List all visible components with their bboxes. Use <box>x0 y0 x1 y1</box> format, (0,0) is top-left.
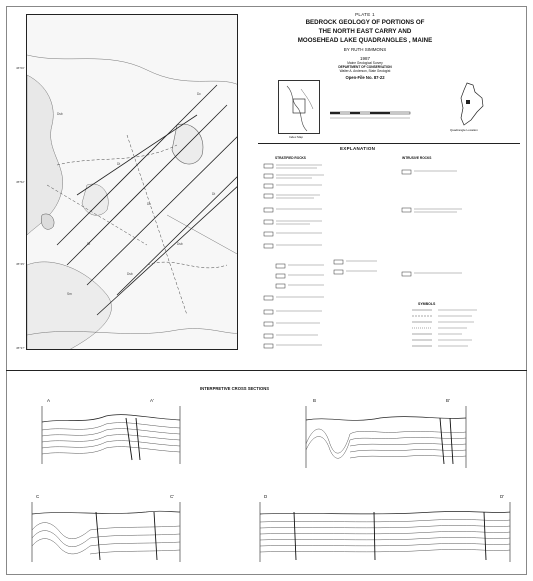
section-a-start: A <box>47 398 51 403</box>
cross-section-d <box>254 500 516 564</box>
section-c-end: C' <box>170 494 175 499</box>
explanation-title: EXPLANATION <box>340 146 376 151</box>
plate-title-3: MOOSEHEAD LAKE QUADRANGLES , MAINE <box>297 37 433 44</box>
maine-outline <box>455 82 485 126</box>
map-lat-tick: 45°37′ <box>16 346 25 350</box>
section-a-end: A' <box>150 398 154 403</box>
cross-section-rule <box>6 370 527 371</box>
svg-text:Dc: Dc <box>147 202 151 206</box>
explanation-legend <box>262 162 512 352</box>
index-map-drawing <box>279 81 321 135</box>
section-b-start: B <box>313 398 317 403</box>
svg-text:Dt: Dt <box>212 192 216 196</box>
stratified-rocks-heading: STRATIFIED ROCKS <box>275 156 306 160</box>
index-map-caption: Index Map <box>289 135 304 139</box>
plate-year: 1987 <box>359 56 370 61</box>
map-lat-tick: 46°00′ <box>16 66 25 70</box>
cross-section-c <box>26 500 186 564</box>
map-lat-tick: 45°52′ <box>16 180 25 184</box>
section-b-end: B' <box>446 398 450 403</box>
plate-title-1: BEDROCK GEOLOGY OF PORTIONS OF <box>305 19 425 26</box>
section-c-start: C <box>36 494 40 499</box>
cross-sections-title: INTERPRETIVE CROSS SECTIONS <box>200 386 270 391</box>
open-file-number: Open-File No. 87-22 <box>345 75 385 80</box>
plate-title-2: THE NORTH EAST CARRY AND <box>318 28 412 35</box>
scale-bar <box>330 108 415 122</box>
plate-label: PLATE 1 <box>355 12 375 17</box>
map-lat-tick: 45°45′ <box>16 262 25 266</box>
svg-text:Sm: Sm <box>67 292 72 296</box>
quadrangle-location-caption: Quadrangle Location <box>450 128 478 132</box>
symbols-heading: SYMBOLS <box>418 302 436 306</box>
svg-text:Dsb: Dsb <box>57 112 63 116</box>
section-d-end: D' <box>500 494 505 499</box>
explanation-rule <box>258 143 520 144</box>
svg-text:Dsb: Dsb <box>177 242 183 246</box>
svg-text:Dsb: Dsb <box>127 272 133 276</box>
quadrangle-location-map <box>455 82 485 126</box>
svg-text:Dt: Dt <box>87 242 91 246</box>
title-block <box>290 12 440 80</box>
cross-section-b <box>300 404 472 470</box>
index-map <box>278 80 320 134</box>
svg-text:Dt: Dt <box>117 162 121 166</box>
agency-line-1: Maine Geological Survey <box>347 61 383 65</box>
section-d-start: D <box>264 494 268 499</box>
intrusive-rocks-heading: INTRUSIVE ROCKS <box>402 156 432 160</box>
cross-section-a <box>36 404 186 466</box>
svg-text:Dc: Dc <box>197 92 201 96</box>
agency-line-2: DEPARTMENT OF CONSERVATION <box>338 65 392 69</box>
plate-author: BY RUTH SIMMONS <box>343 47 387 52</box>
map-linework <box>27 15 238 350</box>
agency-line-3: Walter A. Anderson, State Geologist <box>339 69 391 73</box>
geologic-map[interactable] <box>26 14 238 350</box>
